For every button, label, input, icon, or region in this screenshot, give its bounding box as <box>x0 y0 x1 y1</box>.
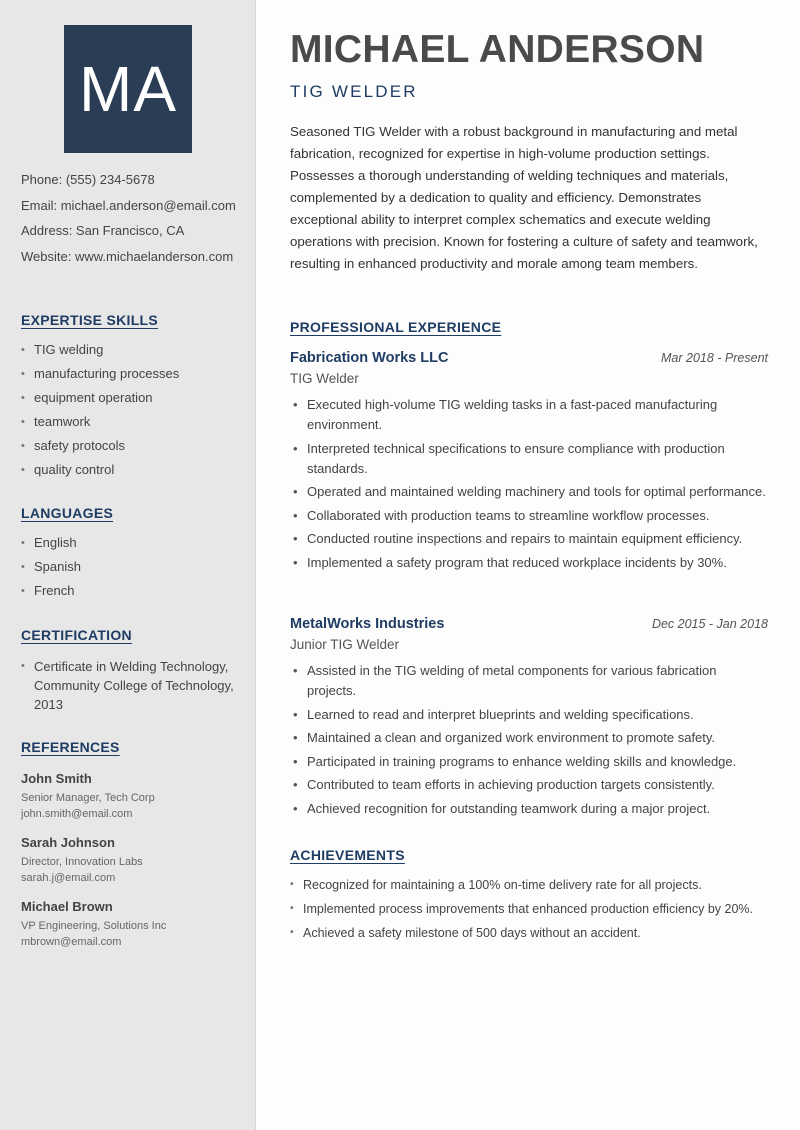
reference-entry <box>21 899 241 950</box>
list-item: • safety protocols <box>21 438 241 462</box>
achievements-heading: ACHIEVEMENTS <box>290 847 405 863</box>
list-item: • equipment operation <box>21 390 241 414</box>
list-item: • manufacturing processes <box>21 366 241 390</box>
list-item: • Contributed to team efforts in achieving production targets consistently. <box>290 775 768 795</box>
list-item: • Learned to read and interpret blueprints and welding specifications. <box>290 705 768 725</box>
list-item: • TIG welding <box>21 342 241 366</box>
list-item: • Recognized for maintaining a 100% on-time delivery rate for all projects. <box>290 876 768 900</box>
list-item: • Collaborated with production teams to streamline workflow processes. <box>290 506 768 526</box>
list-item: • Assisted in the TIG welding of metal components for various fabrication projects. <box>290 661 768 701</box>
references-heading: REFERENCES <box>21 739 120 755</box>
reference-email: mbrown@email.com <box>21 936 122 948</box>
list-item: • Maintained a clean and organized work environment to promote safety. <box>290 728 768 748</box>
reference-entry <box>21 835 241 886</box>
reference-email: john.smith@email.com <box>21 808 133 820</box>
reference-name: Michael Brown <box>21 899 113 914</box>
job-bullets <box>290 395 768 573</box>
reference-entry <box>21 771 241 822</box>
monogram-avatar: MA <box>64 25 192 153</box>
job-bullets <box>290 661 768 819</box>
list-item: • French <box>21 583 241 607</box>
contact-website: Website: www.michaelanderson.com <box>21 248 234 264</box>
list-item: • English <box>21 535 241 559</box>
list-item: • Operated and maintained welding machinery and tools for optimal performance. <box>290 482 768 502</box>
job-dates: Mar 2018 - Present <box>661 351 768 365</box>
reference-name: John Smith <box>21 771 92 786</box>
job-title: Junior TIG Welder <box>290 637 400 652</box>
skills-list <box>21 342 241 486</box>
job-entry <box>290 349 768 577</box>
contact-email: Email: michael.anderson@email.com <box>21 197 236 213</box>
reference-name: Sarah Johnson <box>21 835 115 850</box>
languages-section <box>21 505 241 607</box>
list-item: • Achieved recognition for outstanding teamwork during a major project. <box>290 799 768 819</box>
list-item: • Interpreted technical specifications to ensure compliance with production standards. <box>290 439 768 479</box>
reference-title: Director, Innovation Labs <box>21 856 143 868</box>
summary-paragraph: Seasoned TIG Welder with a robust background in manufacturing and metal fabrication, recognized for expertise in high-volume production settings. Possesses a thorough understanding of welding techniques and materials, complemented by a dedication to quality and efficiency. Demonstrates exceptional ability to interpret complex schematics and execute welding operations with precision. Known for fostering a culture of safety and teamwork, resulting in enhanced productivity and morale among team members. <box>290 124 758 271</box>
languages-heading: LANGUAGES <box>21 505 114 521</box>
reference-email: sarah.j@email.com <box>21 872 116 884</box>
skills-heading: EXPERTISE SKILLS <box>21 312 159 328</box>
list-item: • quality control <box>21 462 241 486</box>
reference-title: VP Engineering, Solutions Inc <box>21 920 167 932</box>
achievements-list <box>290 876 768 948</box>
certification-list <box>21 657 241 714</box>
job-entry <box>290 615 768 823</box>
skills-section <box>21 312 241 486</box>
experience-heading: PROFESSIONAL EXPERIENCE <box>290 319 502 335</box>
list-item: • Implemented process improvements that enhanced production efficiency by 20%. <box>290 900 768 924</box>
reference-title: Senior Manager, Tech Corp <box>21 792 155 804</box>
candidate-role: TIG WELDER <box>290 82 418 101</box>
job-company: Fabrication Works LLC <box>290 350 449 366</box>
contact-phone: Phone: (555) 234-5678 <box>21 172 155 187</box>
certification-section <box>21 627 241 714</box>
contact-info <box>21 171 251 273</box>
list-item: • Executed high-volume TIG welding tasks in a fast-paced manufacturing environment. <box>290 395 768 435</box>
list-item: • Conducted routine inspections and repairs to maintain equipment efficiency. <box>290 529 768 549</box>
contact-address: Address: San Francisco, CA <box>21 223 185 238</box>
languages-list <box>21 535 241 607</box>
certification-heading: CERTIFICATION <box>21 627 132 643</box>
list-item: • Certificate in Welding Technology, Community College of Technology, 2013 <box>21 657 241 714</box>
sidebar <box>0 0 256 1130</box>
list-item: • Implemented a safety program that reduced workplace incidents by 30%. <box>290 553 768 573</box>
job-company: MetalWorks Industries <box>290 616 445 632</box>
list-item: • Participated in training programs to enhance welding skills and knowledge. <box>290 752 768 772</box>
job-title: TIG Welder <box>290 371 359 386</box>
list-item: • Achieved a safety milestone of 500 days without an accident. <box>290 924 768 948</box>
references-section <box>21 739 241 963</box>
candidate-name: MICHAEL ANDERSON <box>290 28 705 71</box>
job-dates: Dec 2015 - Jan 2018 <box>651 617 768 631</box>
list-item: • teamwork <box>21 414 241 438</box>
list-item: • Spanish <box>21 559 241 583</box>
